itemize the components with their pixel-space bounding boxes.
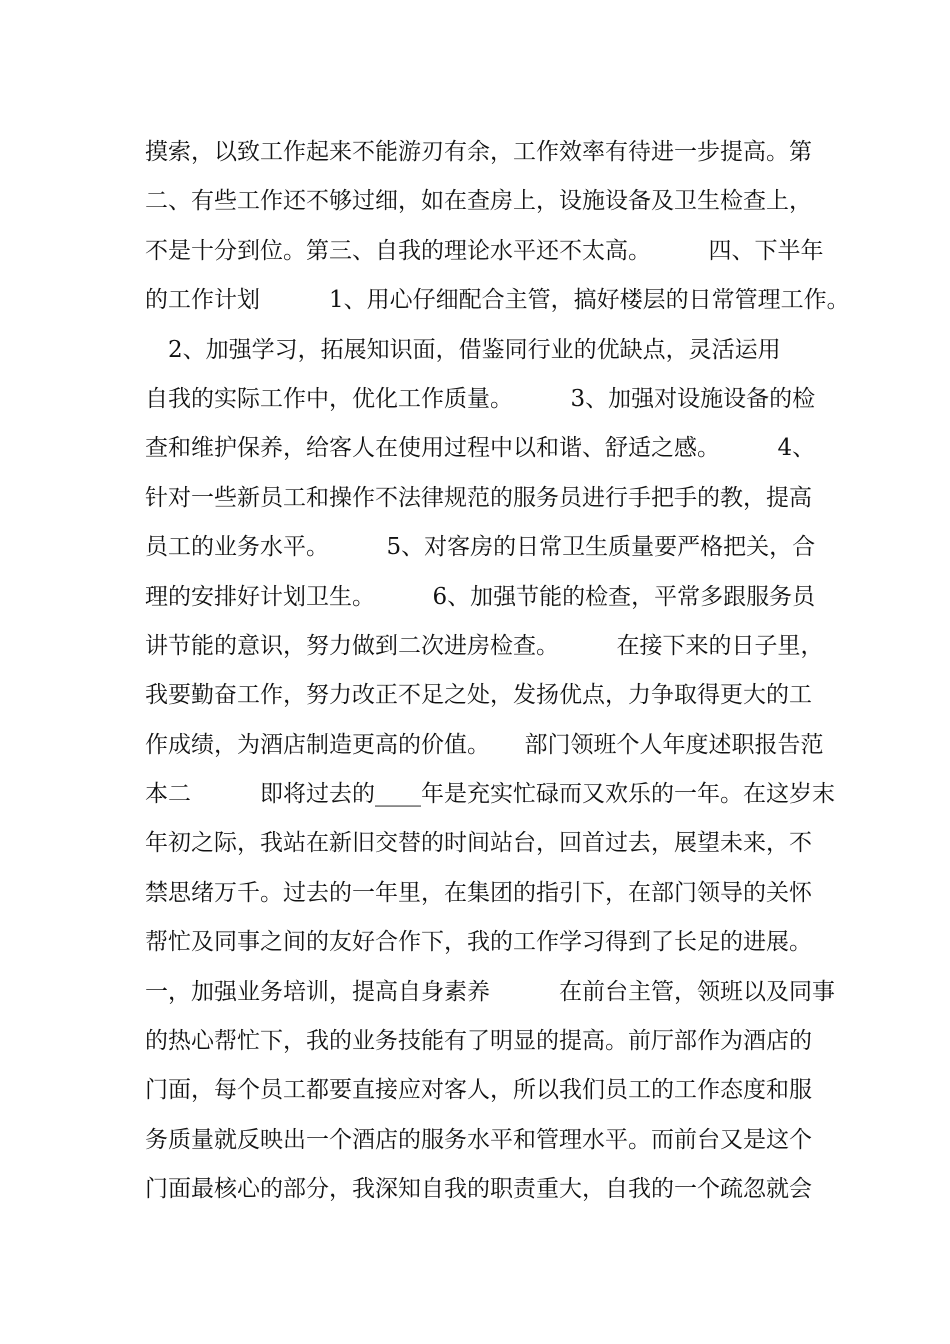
text-line-12: 我要勤奋工作，努力改正不足之处，发扬优点，力争取得更大的工	[145, 682, 812, 709]
text-line-19: 的热心帮忙下，我的业务技能有了明显的提高。前厅部作为酒店的	[145, 1028, 812, 1055]
text-line-22: 门面最核心的部分，我深知自我的职责重大，自我的一个疏忽就会	[145, 1176, 812, 1203]
text-line-7: 查和维护保养，给客人在使用过程中以和谐、舒适之感。 4、	[145, 435, 816, 462]
text-line-5: 2、加强学习，拓展知识面，借鉴同行业的优缺点，灵活运用	[145, 336, 781, 363]
text-line-11: 讲节能的意识，努力做到二次进房检查。 在接下来的日子里，	[145, 632, 824, 659]
text-line-16: 禁思绪万千。过去的一年里，在集团的指引下，在部门领导的关怀	[145, 879, 812, 906]
body-text	[145, 128, 850, 1215]
text-line-20: 门面，每个员工都要直接应对客人，所以我们员工的工作态度和服	[145, 1077, 812, 1104]
text-line-4: 的工作计划 1、用心仔细配合主管，搞好楼层的日常管理工作。	[145, 287, 850, 314]
text-line-1: 摸索，以致工作起来不能游刃有余，工作效率有待进一步提高。第	[145, 139, 812, 165]
text-line-2: 二、有些工作还不够过细，如在查房上，设施设备及卫生检查上，	[145, 188, 812, 215]
text-line-3: 不是十分到位。第三、自我的理论水平还不太高。 四、下半年	[145, 237, 824, 264]
text-line-9: 员工的业务水平。 5、对客房的日常卫生质量要严格把关，合	[145, 534, 816, 561]
text-line-15: 年初之际，我站在新旧交替的时间站台，回首过去，展望未来，不	[145, 830, 812, 857]
text-line-18: 一，加强业务培训，提高自身素养 在前台主管，领班以及同事	[145, 978, 835, 1005]
text-line-17: 帮忙及同事之间的友好合作下，我的工作学习得到了长足的进展。	[145, 929, 812, 956]
text-line-21: 务质量就反映出一个酒店的服务水平和管理水平。而前台又是这个	[145, 1126, 812, 1153]
text-line-14: 本二 即将过去的____年是充实忙碌而又欢乐的一年。在这岁末	[145, 781, 835, 808]
text-line-10: 理的安排好计划卫生。 6、加强节能的检查，平常多跟服务员	[145, 583, 816, 610]
text-line-8: 针对一些新员工和操作不法律规范的服务员进行手把手的教，提高	[145, 484, 812, 511]
text-line-13: 作成绩，为酒店制造更高的价值。 部门领班个人年度述职报告范	[145, 731, 824, 758]
text-line-6: 自我的实际工作中，优化工作质量。 3、加强对设施设备的检	[145, 385, 816, 412]
